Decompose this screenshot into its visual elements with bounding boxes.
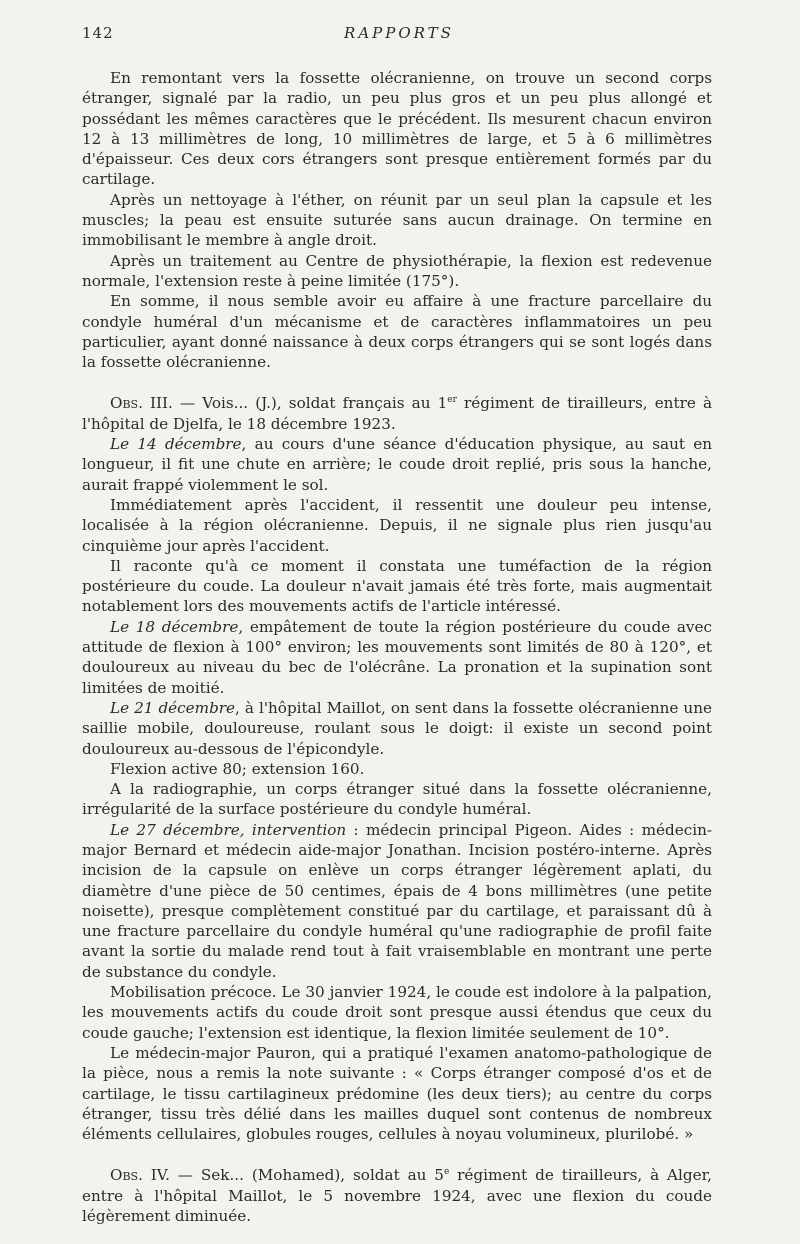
observation-intro: — Sek... (Mohamed), soldat au 5 [169, 1166, 444, 1185]
paragraph: En somme, il nous semble avoir eu affaire à une fracture parcellaire du condyle huméral d'un mécanisme et de caractères inflammatoires un peu particulier, ayant donné naissance à deux corps étrangers qui se sont logés dans la fossette olécranienne. [82, 292, 712, 372]
paragraph-text: , à l'hôpital Maillot, on sent dans la fossette olécranienne une saillie mobile, douloureuse, roulant sous le doigt: il existe un second point douloureux au-dessous de l'épicondyle. [82, 698, 712, 758]
section-gap [82, 372, 712, 393]
paragraph: Le médecin-major Pauron, qui a pratiqué l'examen anatomo-pathologique de la pièce, nous a remis la note suivante : « Corps étranger composé d'os et de cartilage, le tissu cartilagineux prédomine (les deux tiers); au centre du corps étranger, tissu très délié dans les mailles duquel sont contenus de nombreux éléments cellulaires, globules rouges, cellules à noyau volumineux, plurilobé. » [82, 1043, 712, 1144]
paragraph: Immédiatement après l'accident, il ressentit une douleur peu intense, localisée à la région olécranienne. Depuis, il ne signale plus rien jusqu'au cinquième jour après l'accident. [82, 495, 712, 555]
observation-label: Obs. III. [110, 394, 173, 413]
paragraph [82, 820, 712, 982]
paragraph [82, 698, 712, 759]
observation-intro-rest: régiment de tirailleurs, à Alger, entre à l'hôpital Maillot, le 5 novembre 1924, avec une flexion du coude légèrement diminuée. [82, 1166, 712, 1226]
paragraph: Mobilisation précoce. Le 30 janvier 1924, le coude est indolore à la palpation, les mouvements actifs du coude droit sont presque aussi étendus que ceux du coude gauche; l'extension est identique, la flexion limitée seulement de 10°. [82, 983, 712, 1042]
observation-intro: — Vois... (J.), soldat français au 1 [172, 394, 448, 413]
page-header [82, 24, 716, 46]
paragraph: Après un traitement au Centre de physiothérapie, la flexion est redevenue normale, l'extension reste à peine limitée (175°). [82, 251, 712, 290]
paragraph [82, 434, 712, 495]
ordinal-superscript: er [447, 395, 457, 406]
paragraph: Il raconte qu'à ce moment il constata une tuméfaction de la région postérieure du coude. La douleur n'avait jamais été très forte, mais augmentait notablement lors des mouvements actifs de l'article intéressé. [82, 556, 712, 616]
date-phrase: Le 18 décembre [110, 617, 239, 636]
page-body [82, 68, 712, 1226]
paragraph-text: , empâtement de toute la région postérieure du coude avec attitude de flexion à 100° environ; les mouvements sont limités de 80 à 120°, et douloureux au niveau du bec de l'olécrâne. La pronation et la supination sont limitées de moitié. [82, 617, 712, 697]
date-phrase: Le 21 décembre [110, 698, 236, 717]
paragraph-text: , au cours d'une séance d'éducation physique, au saut en longueur, il fit une chute en arrière; le coude droit replié, pris sous la hanche, aurait frappé violemment le sol. [82, 435, 712, 494]
ordinal-superscript: e [443, 1167, 450, 1178]
paragraph: En remontant vers la fossette olécranienne, on trouve un second corps étranger, signalé par la radio, un peu plus gros et un peu plus allongé et possédant les mêmes caractères que le précédent. Ils mesurent chacun environ 12 à 13 millimètres de long, 10 millimètres de large, et 5 à 6 millimètres d'épaisseur. Ces deux cors étrangers sont presque entièrement formés par du cartilage. [82, 69, 712, 189]
paragraph: A la radiographie, un corps étranger situé dans la fossette olécranienne, irrégularité de la surface postérieure du condyle huméral. [82, 780, 712, 819]
date-phrase: Le 14 décembre [110, 435, 242, 454]
paragraph: Après un nettoyage à l'éther, on réunit par un seul plan la capsule et les muscles; la peau est ensuite suturée sans aucun drainage. On termine en immobilisant le membre à angle droit. [82, 190, 712, 250]
paragraph: Flexion active 80; extension 160. [110, 759, 365, 778]
paragraph [82, 617, 712, 698]
paragraph-text: : médecin principal Pigeon. Aides : médecin-major Bernard et médecin aide-major Jonathan. Incision postéro-interne. Après incision de la capsule on enlève un corps étranger légèrement aplati, du diamètre d'une pièce de 50 centimes, épais de 4 bons millimètres (une petite noisette), presque complètement constitué par du cartilage, et paraissant dû à une fracture parcellaire du condyle huméral qu'une radiographie de profil faite avant la sortie du malade rend tout à fait vraisemblable en montrant une perte de substance du condyle. [82, 820, 712, 981]
observation-heading [82, 393, 712, 434]
observation-label: Obs. IV. [110, 1166, 170, 1185]
running-head: RAPPORTS [344, 24, 454, 42]
page-number: 142 [82, 24, 114, 42]
date-phrase: Le 27 décembre, intervention [110, 820, 347, 839]
section-gap [82, 1144, 712, 1165]
observation-intro-rest: régiment de tirailleurs, entre à l'hôpital de Djelfa, le 18 décembre 1923. [82, 394, 712, 433]
observation-heading [82, 1165, 712, 1226]
